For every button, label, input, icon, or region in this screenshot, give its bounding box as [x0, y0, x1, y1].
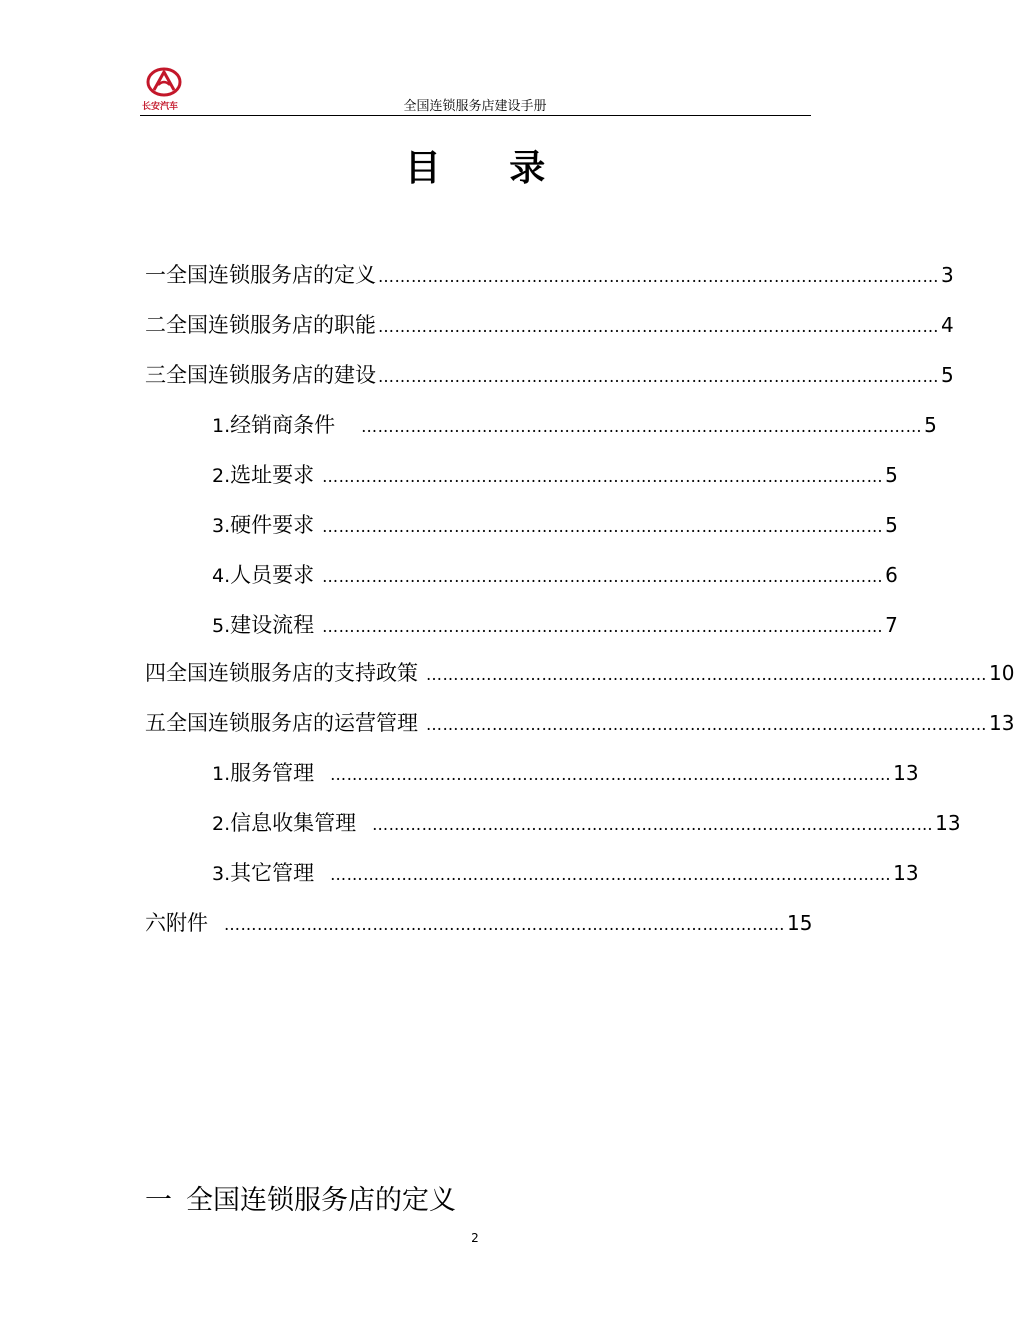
toc-entry-number: 三 — [145, 363, 166, 387]
toc-entry[interactable] — [145, 708, 1014, 738]
toc-entry[interactable] — [145, 658, 1014, 688]
toc-entry-label: 全国连锁服务店的建设 — [166, 363, 376, 387]
toc-subentry[interactable] — [212, 510, 898, 540]
toc-entry-page: 6 — [885, 563, 898, 587]
toc-dot-leader: ………………………………………………………………………………………… — [378, 267, 939, 286]
toc-entry-number: 3. — [212, 515, 231, 537]
toc-dot-leader: ………………………………………………………………………………………… — [330, 765, 892, 784]
toc-dot-leader: ………………………………………………………………………………………… — [322, 517, 884, 536]
toc-dot-leader: ………………………………………………………………………………………… — [322, 567, 884, 586]
toc-dot-leader: ………………………………………………………………………………………… — [322, 467, 884, 486]
toc-entry-page: 13 — [893, 761, 919, 785]
toc-entry-label: 人员要求 — [230, 563, 315, 587]
toc-entry-label: 选址要求 — [230, 463, 315, 487]
toc-entry[interactable] — [145, 260, 954, 290]
toc-entry-number: 二 — [145, 313, 166, 337]
toc-dot-leader: ………………………………………………………………………………………… — [426, 715, 987, 734]
toc-subentry[interactable] — [212, 858, 919, 888]
toc-entry-number: 六 — [145, 911, 166, 935]
toc-subentry[interactable] — [212, 560, 898, 590]
toc-dot-leader: ………………………………………………………………………………………… — [372, 815, 934, 834]
toc-entry-label: 建设流程 — [230, 613, 315, 637]
logo-text: 长安汽车 — [142, 102, 179, 112]
toc-dot-leader: ………………………………………………………………………………………… — [426, 665, 987, 684]
toc-entry-page: 13 — [893, 861, 919, 885]
toc-entry-page: 5 — [885, 513, 898, 537]
toc-dot-leader: ………………………………………………………………………………………… — [378, 367, 939, 386]
toc-entry-number: 5. — [212, 615, 231, 637]
toc-entry-label: 信息收集管理 — [230, 811, 357, 835]
toc-entry-page: 13 — [989, 711, 1014, 735]
toc-subentry[interactable] — [212, 410, 937, 440]
header-title: 全国连锁服务店建设手册 — [403, 99, 547, 114]
toc-entry-label: 附件 — [166, 911, 208, 935]
toc-subentry[interactable] — [212, 610, 898, 640]
toc-entry-label: 其它管理 — [230, 861, 315, 885]
toc-entry[interactable] — [145, 908, 813, 938]
toc-dot-leader: ………………………………………………………………………………………… — [378, 317, 939, 336]
toc-dot-leader: ………………………………………………………………………………………… — [322, 617, 884, 636]
toc-entry-label: 经销商条件 — [230, 413, 336, 437]
toc-entry-label: 全国连锁服务店的职能 — [166, 313, 376, 337]
toc-entry-page: 3 — [941, 263, 954, 287]
toc-entry-number: 四 — [145, 661, 166, 685]
toc-entry-label: 全国连锁服务店的支持政策 — [166, 661, 418, 685]
toc-entry-number: 1. — [212, 415, 231, 437]
toc-dot-leader: ………………………………………………………………………………………… — [330, 865, 892, 884]
page-number: 2 — [471, 1231, 479, 1245]
toc-entry-number: 2. — [212, 813, 231, 835]
toc-dot-leader: ………………………………………………………………………………………… — [361, 417, 923, 436]
toc-subentry[interactable] — [212, 758, 919, 788]
toc-entry-label: 硬件要求 — [230, 513, 315, 537]
toc-entry-number: 4. — [212, 565, 231, 587]
toc-entry-number: 1. — [212, 763, 231, 785]
toc-entry-page: 10 — [989, 661, 1014, 685]
toc-entry-number: 一 — [145, 263, 166, 287]
toc-subentry[interactable] — [212, 808, 961, 838]
toc-entry-page: 4 — [941, 313, 954, 337]
section-heading-title: 全国连锁服务店的定义 — [186, 1185, 456, 1216]
toc-entry-page: 5 — [924, 413, 937, 437]
toc-dot-leader: ………………………………………………………………………………………… — [224, 915, 785, 934]
section-heading-number: 一 — [145, 1185, 172, 1216]
toc-entry-page: 7 — [885, 613, 898, 637]
toc-entry-number: 五 — [145, 711, 166, 735]
toc-title: 目 录 — [404, 147, 574, 189]
header-divider — [140, 115, 811, 116]
toc-entry-page: 5 — [941, 363, 954, 387]
toc-entry-number: 2. — [212, 465, 231, 487]
toc-entry-page: 5 — [885, 463, 898, 487]
toc-entry-page: 13 — [935, 811, 961, 835]
toc-entry-number: 3. — [212, 863, 231, 885]
toc-entry-label: 服务管理 — [230, 761, 315, 785]
toc-entry-label: 全国连锁服务店的运营管理 — [166, 711, 418, 735]
changan-logo-icon — [144, 66, 184, 98]
toc-entry-page: 15 — [787, 911, 813, 935]
toc-entry[interactable] — [145, 360, 954, 390]
toc-subentry[interactable] — [212, 460, 898, 490]
toc-entry-label: 全国连锁服务店的定义 — [166, 263, 376, 287]
toc-entry[interactable] — [145, 310, 954, 340]
section-heading — [145, 1178, 456, 1217]
